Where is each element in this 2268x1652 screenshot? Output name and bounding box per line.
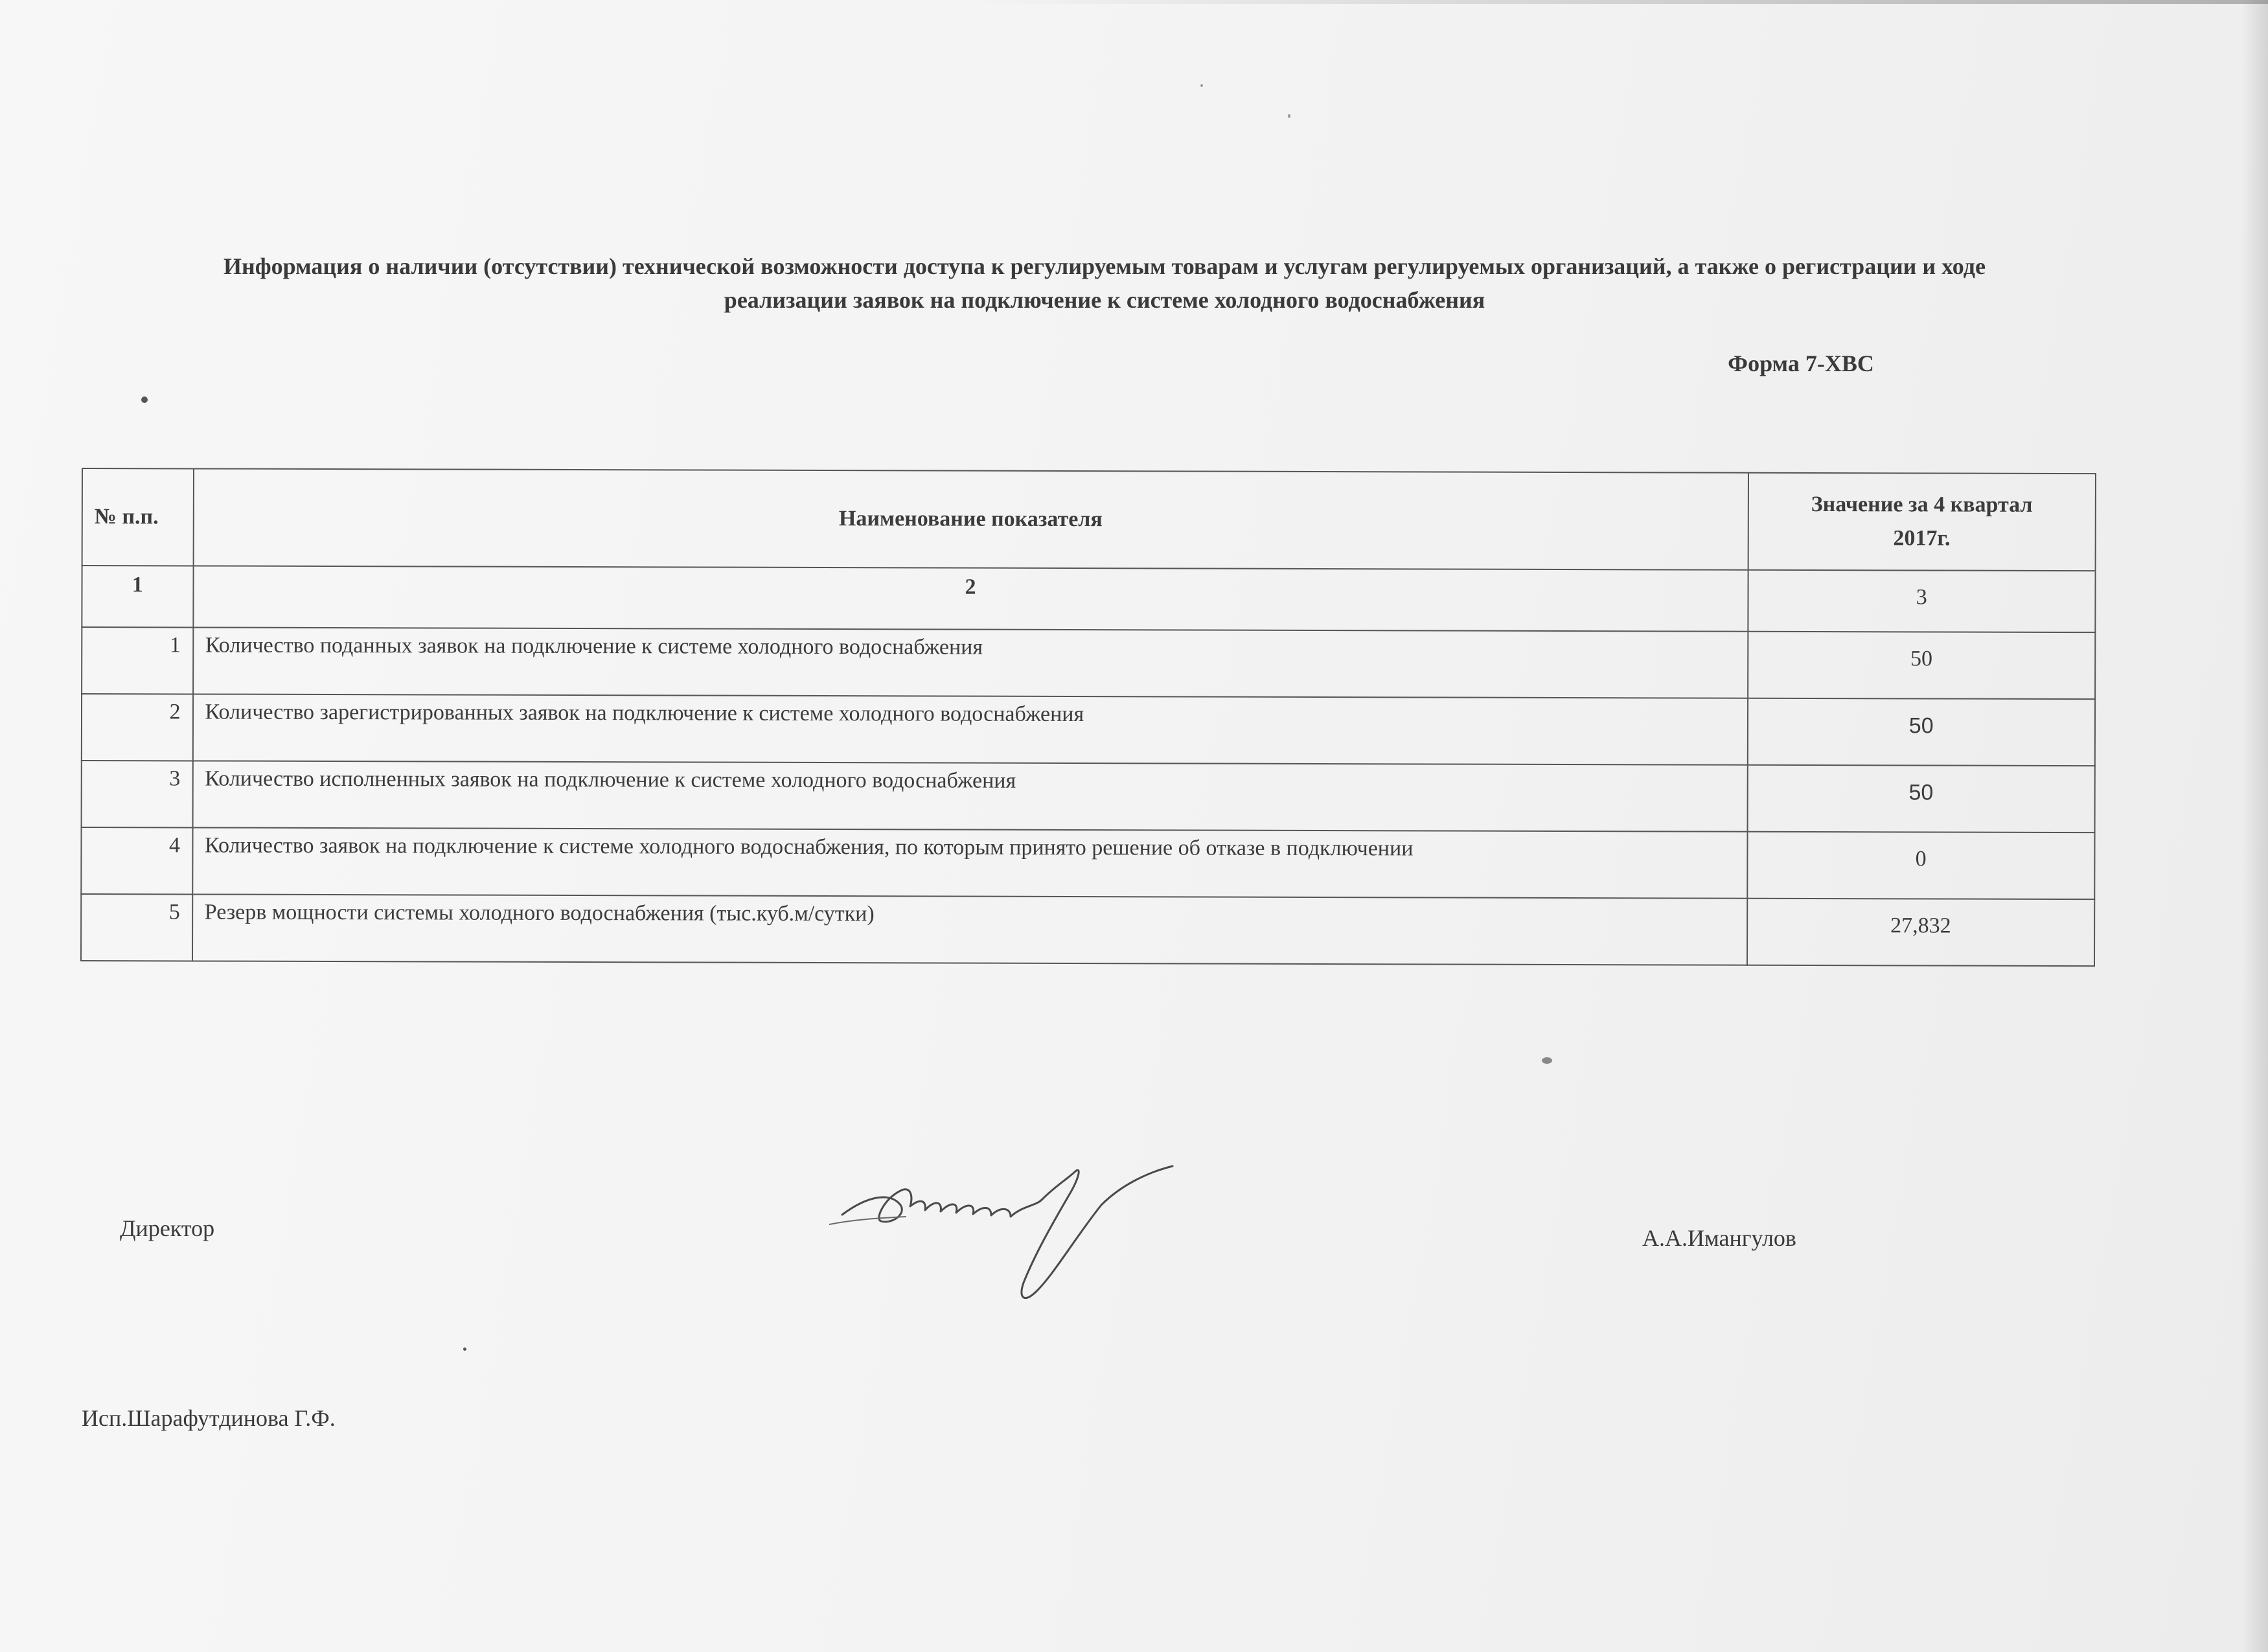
- scan-speck: [1288, 114, 1290, 118]
- row-name: Резерв мощности системы холодного водоснабжения (тыс.куб.м/сутки): [192, 894, 1747, 965]
- index-cell: 3: [1748, 570, 2096, 632]
- header-num: № п.п.: [82, 468, 194, 566]
- scan-edge-shadow: [2242, 0, 2268, 1652]
- row-name: Количество исполненных заявок на подключение к системе холодного водоснабжения: [192, 761, 1747, 831]
- table-row: [81, 894, 2094, 966]
- header-name: Наименование показателя: [193, 468, 1748, 569]
- row-name: Количество зарегистрированных заявок на подключение к системе холодного водоснабжения: [192, 694, 1747, 764]
- table-header-row: [82, 468, 2096, 571]
- row-num: 1: [82, 627, 193, 694]
- row-value: 0: [1747, 832, 2095, 899]
- index-cell: 1: [82, 566, 193, 627]
- executor-label: Исп.Шарафутдинова Г.Ф.: [82, 1405, 336, 1431]
- document-title-line-1: Информация о наличии (отсутствии) технической возможности доступа к регулируемым товарам и услугам регулируемых организаций, а также о регистрации и ходе: [223, 253, 1986, 279]
- form-label: Форма 7-ХВС: [1728, 350, 1874, 376]
- header-value-line-2: 2017г.: [1893, 526, 1951, 551]
- column-index-row: [82, 566, 2095, 632]
- row-num: 2: [82, 694, 193, 761]
- signer-name: А.А.Имангулов: [1642, 1225, 1796, 1251]
- signature-stroke: [842, 1166, 1173, 1298]
- row-value: 50: [1747, 698, 2095, 766]
- header-value: [1748, 473, 2096, 571]
- row-num: 3: [82, 761, 193, 827]
- scan-speck: [463, 1348, 466, 1351]
- row-name: Количество поданных заявок на подключение к системе холодного водоснабжения: [193, 627, 1748, 698]
- indicators-table: [80, 468, 2096, 967]
- row-name: Количество заявок на подключение к системе холодного водоснабжения, по которым принято решение об отказе в подключении: [192, 827, 1747, 898]
- row-value: 50: [1748, 632, 2096, 699]
- scan-speck: [1542, 1057, 1552, 1064]
- document-title: [65, 249, 2144, 317]
- scan-edge-shadow: [972, 0, 2268, 4]
- header-value-line-1: Значение за 4 квартал: [1811, 492, 2033, 517]
- director-label: Директор: [120, 1215, 215, 1241]
- row-num: 4: [81, 827, 192, 894]
- scan-speck: [1200, 84, 1203, 87]
- index-cell: 2: [193, 566, 1748, 631]
- document-title-line-2: реализации заявок на подключение к системе холодного водоснабжения: [724, 287, 1485, 313]
- scan-speck: [141, 396, 148, 403]
- table-row: [82, 694, 2095, 766]
- row-value: 27,832: [1747, 899, 2095, 966]
- row-num: 5: [81, 894, 192, 961]
- table-row: [82, 761, 2095, 832]
- row-value: 50: [1747, 765, 2095, 832]
- table-row: [82, 627, 2095, 699]
- table-row: [81, 827, 2094, 899]
- handwritten-signature: [829, 1160, 1179, 1315]
